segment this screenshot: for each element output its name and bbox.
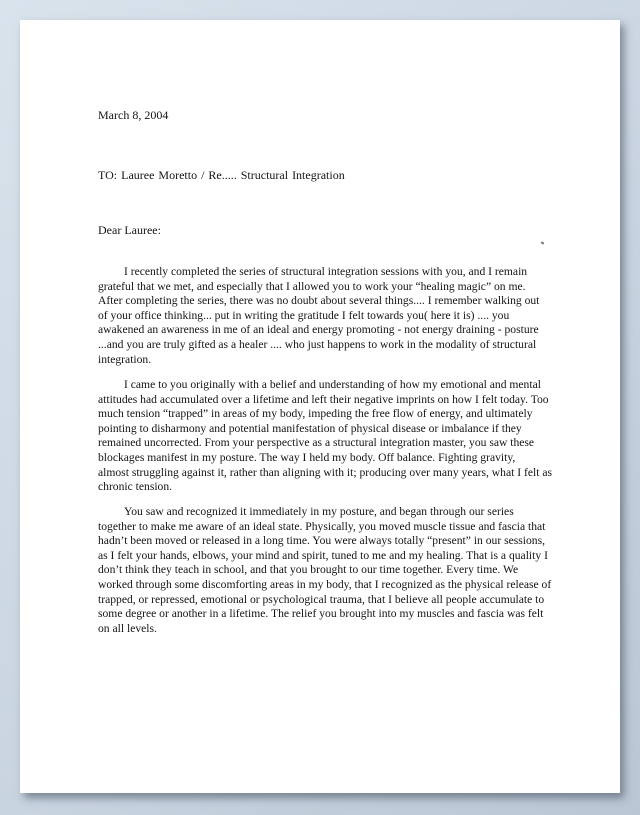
paragraph-line: some degree or another in a lifetime. The relief you brought into my muscles and fascia was felt (98, 607, 544, 621)
paragraph-line: blockages manifest in my posture. The way I held my body. Off balance. Fighting gravity, (98, 450, 516, 464)
paragraph-line: together to make me aware of an ideal state. Physically, you moved muscle tissue and fascia that (98, 519, 546, 533)
letter-body (20, 20, 620, 793)
paragraph-line: on all levels. (98, 621, 157, 635)
paragraph-line: I recently completed the series of structural integration sessions with you, and I remain (124, 265, 528, 278)
paragraph-line: pointing to disharmony and potential manifestation of physical disease or imbalance if they (98, 421, 522, 435)
paragraph-line: don’t think they teach in school, and that you brought to our time together. Every time. We (98, 563, 519, 577)
paragraph-line: chronic tension. (98, 480, 173, 494)
paragraph-line: You saw and recognized it immediately in my posture, and began through our series (124, 505, 514, 518)
paragraph-line: as I felt your hands, elbows, your mind and spirit, tuned to me and my healing. That is a quality I (98, 548, 548, 562)
paragraph-line: of your office thinking... put in writing the gratitude I felt towards you( here it is) .... you (98, 308, 510, 322)
paragraph-3 (98, 505, 568, 636)
to-line: TO: Lauree Moretto / Re..... Structural Integration (98, 168, 345, 182)
paragraph-line: hadn’t been moved or released in a long time. You were always totally “present” in our sessions, (98, 534, 546, 548)
paragraph-line: grateful that we met, and especially that I allowed you to work your “healing magic” on me. (98, 279, 526, 293)
paragraph-line: awakened an awareness in me of an ideal and energy promoting - not energy draining - posture (98, 323, 539, 337)
paragraph-line: After completing the series, there was no doubt about several things.... I remember walking out (98, 294, 540, 308)
paragraph-line: remained uncorrected. From your perspective as a structural integration master, you saw these (98, 436, 535, 450)
letter-page (20, 20, 620, 793)
paragraph-line: much tension “trapped” in areas of my body, impeding the free flow of energy, and ultimately (98, 407, 533, 421)
paragraph-line: almost struggling against it, rather than aligning with it; producing over many years, what I felt as (98, 465, 552, 479)
paragraph-line: attitudes had accumulated over a lifetime and left their negative imprints on how I felt today. Too (98, 392, 549, 406)
paragraph-line: worked through some discomforting areas in my body, that I recognized as the physical release of (98, 577, 552, 591)
paragraph-2 (98, 378, 568, 495)
paragraph-1 (98, 265, 568, 367)
paragraph-line: trapped, or repressed, emotional or psychological trauma, that I believe all people accumulate to (98, 592, 545, 606)
paragraph-line: I came to you originally with a belief and understanding of how my emotional and mental (124, 378, 541, 391)
salutation: Dear Lauree: (98, 223, 161, 237)
paragraph-line: integration. (98, 352, 152, 366)
paragraph-line: ...and you are truly gifted as a healer .... who just happens to work in the modality of structural (98, 337, 537, 351)
scan-speck (541, 241, 545, 244)
letter-date: March 8, 2004 (98, 108, 169, 122)
